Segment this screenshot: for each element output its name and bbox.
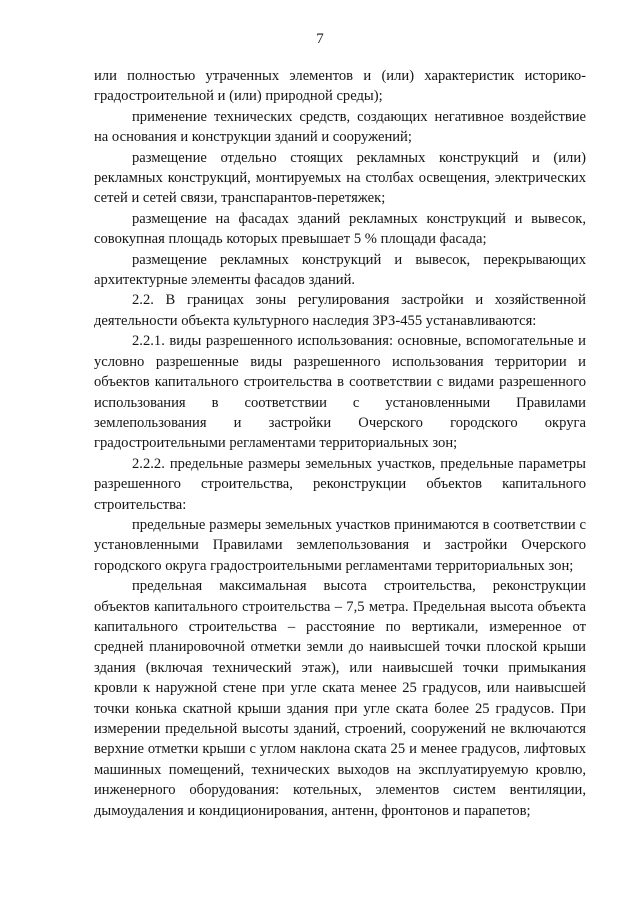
paragraph-continuation: или полностью утраченных элементов и (или) характеристик историко-градостроительной и (или) природной среды);: [94, 68, 586, 105]
section-heading-2-2: 2.2. В границах зоны регулирования застройки и хозяйственной деятельности объекта культурного наследия ЗРЗ-455 устанавливаются:: [94, 292, 586, 329]
paragraph: размещение отдельно стоящих рекламных конструкций и (или) рекламных конструкций, монтируемых на столбах освещения, электрических сетей и сетей связи, транспарантов-перетяжек;: [94, 149, 586, 207]
paragraph: размещение рекламных конструкций и вывесок, перекрывающих архитектурные элементы фасадов зданий.: [94, 251, 586, 289]
page-number: 7: [316, 31, 324, 47]
subsection-2-2-1: 2.2.1. виды разрешенного использования: основные, вспомогательные и условно разрешенные виды разрешенного использования территории и объектов капитального строительства в соответствии с видами разрешенного использования в соответствии с установленными Правилами землепользования и застройки Очерского городского округа градостроительными регламентами территориальных зон;: [94, 333, 586, 452]
paragraph: предельная максимальная высота строительства, реконструкции объектов капитального строительства – 7,5 метра. Предельная высота объекта капитального строительства – расстояние по вертикали, измеренное от средней планировочной отметки земли до наивысшей точки плоской крыши здания (включая технический этаж), или наивысшей точки примыкания кровли к наружной стене при угле ската менее 25 градусов, или наивысшей точки конька скатной крыши здания при угле ската более 25 градусов. При измерении предельной высоты зданий, строений, сооружений не включаются верхние отметки крыши с углом наклона ската 25 и менее градусов, лифтовых машинных помещений, технических выходов на эксплуатируемую кровлю, инженерного оборудования: котельных, элементов систем вентиляции, дымоудаления и кондиционирования, антенн, фронтонов и парапетов;: [94, 578, 586, 819]
paragraph: размещение на фасадах зданий рекламных конструкций и вывесок, совокупная площадь которых превышает 5 % площади фасада;: [94, 210, 586, 248]
paragraph: применение технических средств, создающих негативное воздействие на основания и конструкции зданий и сооружений;: [94, 108, 586, 146]
document-body: [94, 66, 586, 821]
paragraph: предельные размеры земельных участков принимаются в соответствии с установленными Правилами землепользования и застройки Очерского городского округа градостроительными регламентами территориальных зон;: [94, 516, 586, 574]
subsection-2-2-2: 2.2.2. предельные размеры земельных участков, предельные параметры разрешенного строительства, реконструкции объектов капитального строительства:: [94, 455, 586, 513]
